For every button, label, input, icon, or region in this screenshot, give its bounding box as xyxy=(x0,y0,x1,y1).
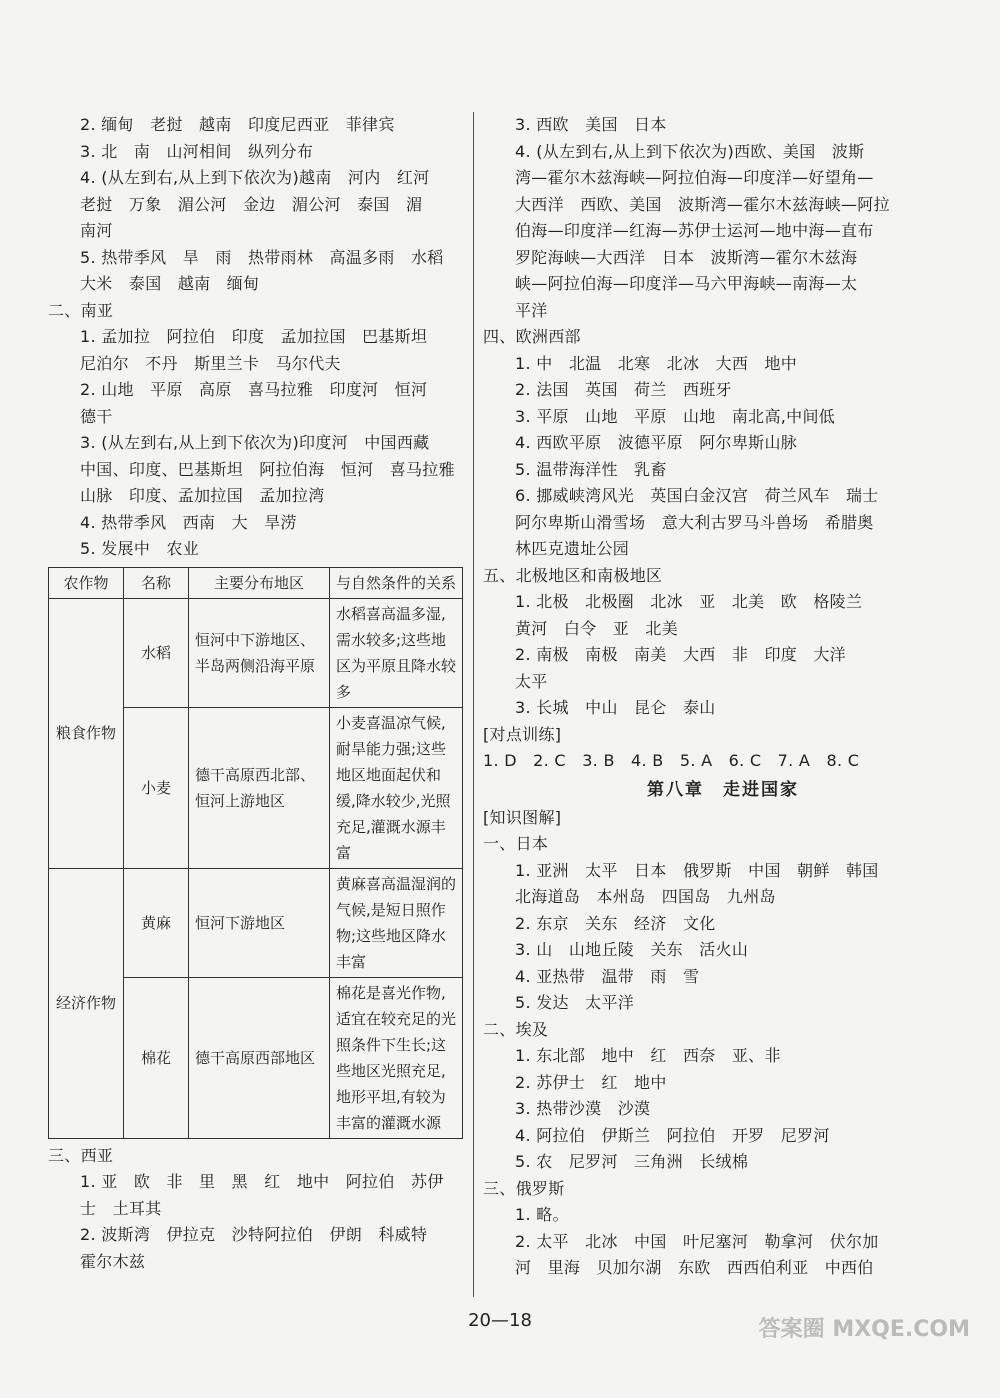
section-line: 五、北极地区和南极地区 xyxy=(483,565,663,585)
answer-line: 4. 西欧平原 波德平原 阿尔卑斯山脉 xyxy=(515,433,798,452)
answer-line: 1. 亚 欧 非 里 黑 红 地中 阿拉伯 苏伊 xyxy=(80,1172,444,1191)
group-label: 经济作物 xyxy=(49,868,124,1138)
section-line: 三、西亚 xyxy=(48,1145,114,1165)
answer-line: 5. 发展中 农业 xyxy=(80,539,200,558)
crops-table xyxy=(48,567,463,1139)
answer-line: 老挝 万象 湄公河 金边 湄公河 泰国 湄 xyxy=(80,194,423,214)
header-name: 名称 xyxy=(124,567,189,598)
answer-line: 5. 温带海洋性 乳畜 xyxy=(515,459,667,479)
answer-line: 5. 农 尼罗河 三角洲 长绒棉 xyxy=(515,1152,749,1171)
answer-line: 4. (从左到右,从上到下依次为)越南 河内 红河 xyxy=(80,168,430,187)
section-line: [知识图解] xyxy=(483,807,562,827)
answer-line: 2. 波斯湾 伊拉克 沙特阿拉伯 伊朗 科威特 xyxy=(80,1225,428,1244)
answer-line: 林匹克遗址公园 xyxy=(515,539,630,558)
section-line: [对点训练] xyxy=(483,724,562,744)
section-line: 一、日本 xyxy=(483,834,549,853)
header-relation: 与自然条件的关系 xyxy=(330,567,463,598)
answer-line: 2. 南极 南极 南美 大西 非 印度 大洋 xyxy=(515,645,846,664)
watermark-logo: 答案圈 MXQE.COM xyxy=(758,1317,970,1342)
answer-line: 1. 孟加拉 阿拉伯 印度 孟加拉国 巴基斯坦 xyxy=(80,327,428,346)
answer-line: 阿尔卑斯山滑雪场 意大利古罗马斗兽场 希腊奥 xyxy=(515,512,874,532)
answer-line: 德干 xyxy=(80,406,113,426)
crop-relation: 水稻喜高温多湿,需水较多;这些地区为平原且降水较多 xyxy=(330,598,463,707)
answer-line: 5. 热带季风 旱 雨 热带雨林 高温多雨 水稻 xyxy=(80,247,444,267)
crop-relation: 棉花是喜光作物,适宜在较充足的光照条件下生长;这些地区光照充足,地形平坦,有较为丰富的灌溉水源 xyxy=(330,977,463,1138)
page-number: 20—18 xyxy=(468,1310,532,1331)
answer-line: 1. 中 北温 北寒 北冰 大西 地中 xyxy=(515,353,798,373)
answer-line: 2. 东京 关东 经济 文化 xyxy=(515,913,716,933)
answer-line: 2. 苏伊士 红 地中 xyxy=(515,1072,667,1092)
answer-line: 1. 北极 北极圈 北冰 亚 北美 欧 格陵兰 xyxy=(515,592,863,611)
answer-line: 湾—霍尔木兹海峡—阿拉伯海—印度洋—好望角— xyxy=(515,168,874,187)
answer-line: 3. 山 山地丘陵 关东 活火山 xyxy=(515,940,749,959)
answer-line: 4. 热带季风 西南 大 旱涝 xyxy=(80,512,297,532)
header-area: 主要分布地区 xyxy=(189,567,330,598)
answer-line: 中国、印度、巴基斯坦 阿拉伯海 恒河 喜马拉雅 xyxy=(80,459,455,479)
answer-line: 4. 亚热带 温带 雨 雪 xyxy=(515,966,700,986)
answer-line: 4. (从左到右,从上到下依次为)西欧、美国 波斯 xyxy=(515,141,865,161)
answer-line: 峡—阿拉伯海—印度洋—马六甲海峡—南海—太 xyxy=(515,274,858,293)
crop-relation: 黄麻喜高温湿润的气候,是短日照作物;这些地区降水丰富 xyxy=(330,868,463,977)
chapter-title: 第八章 走进国家 xyxy=(647,779,799,800)
left-text-top xyxy=(48,112,468,563)
answer-line: 3. 长城 中山 昆仑 泰山 xyxy=(515,698,716,717)
table-row xyxy=(49,598,463,707)
answer-line: 3. 平原 山地 平原 山地 南北高,中间低 xyxy=(515,406,836,426)
group-label: 粮食作物 xyxy=(49,598,124,868)
crop-name: 小麦 xyxy=(124,707,189,868)
answer-line: 北海道岛 本州岛 四国岛 九州岛 xyxy=(515,887,776,906)
answer-line: 6. 挪威峡湾风光 英国白金汉宫 荷兰风车 瑞士 xyxy=(515,486,879,505)
answer-line: 4. 阿拉伯 伊斯兰 阿拉伯 开罗 尼罗河 xyxy=(515,1125,830,1145)
answer-line: 平洋 xyxy=(515,300,548,320)
answer-line: 大西洋 西欧、美国 波斯湾—霍尔木兹海峡—阿拉 xyxy=(515,194,890,214)
section-line: 三、俄罗斯 xyxy=(483,1178,565,1198)
answer-line: 士 土耳其 xyxy=(80,1198,162,1218)
header-crop: 农作物 xyxy=(49,567,124,598)
table-row xyxy=(49,868,463,977)
answer-line: 5. 发达 太平洋 xyxy=(515,993,635,1012)
crop-name: 水稻 xyxy=(124,598,189,707)
answer-line: 黄河 白令 亚 北美 xyxy=(515,618,679,638)
answer-line: 大米 泰国 越南 缅甸 xyxy=(80,274,260,293)
answer-line: 罗陀海峡—大西洋 日本 波斯湾—霍尔木兹海 xyxy=(515,247,858,267)
crop-area: 恒河下游地区 xyxy=(189,868,330,977)
answer-line: 尼泊尔 不丹 斯里兰卡 马尔代夫 xyxy=(80,353,341,373)
answer-line: 2. 太平 北冰 中国 叶尼塞河 勒拿河 伏尔加 xyxy=(515,1231,879,1251)
answer-line: 2. 法国 英国 荷兰 西班牙 xyxy=(515,380,732,399)
answer-line: 3. 热带沙漠 沙漠 xyxy=(515,1099,651,1118)
answer-line: 1. 东北部 地中 红 西奈 亚、非 xyxy=(515,1046,781,1065)
left-column xyxy=(48,112,468,1275)
crop-name: 棉花 xyxy=(124,977,189,1138)
answer-line: 3. 西欧 美国 日本 xyxy=(515,115,667,134)
crop-area: 德干高原西部地区 xyxy=(189,977,330,1138)
answer-line: 2. 缅甸 老挝 越南 印度尼西亚 菲律宾 xyxy=(80,115,395,134)
crop-relation: 小麦喜温凉气候,耐旱能力强;这些地区地面起伏和缓,降水较少,光照充足,灌溉水源丰富 xyxy=(330,707,463,868)
answer-line: 伯海—印度洋—红海—苏伊士运河—地中海—直布 xyxy=(515,221,874,240)
right-column xyxy=(483,112,923,1282)
crop-name: 黄麻 xyxy=(124,868,189,977)
crop-area: 德干高原西北部、恒河上游地区 xyxy=(189,707,330,868)
answer-line: 南河 xyxy=(80,221,113,240)
answer-line: 太平 xyxy=(515,671,548,691)
answer-line: 河 里海 贝加尔湖 东欧 西西伯利亚 中西伯 xyxy=(515,1258,874,1277)
table-header-row xyxy=(49,567,463,598)
section-line: 二、南亚 xyxy=(48,300,114,320)
answer-line: 3. (从左到右,从上到下依次为)印度河 中国西藏 xyxy=(80,433,430,452)
answer-line: 山脉 印度、孟加拉国 孟加拉湾 xyxy=(80,486,325,505)
left-text-bottom xyxy=(48,1143,468,1276)
answer-line: 1. 略。 xyxy=(515,1205,569,1224)
answer-line: 2. 山地 平原 高原 喜马拉雅 印度河 恒河 xyxy=(80,380,428,399)
answer-line: 3. 北 南 山河相间 纵列分布 xyxy=(80,141,314,161)
answer-line: 霍尔木兹 xyxy=(80,1251,146,1271)
crop-area: 恒河中下游地区、半岛两侧沿海平原 xyxy=(189,598,330,707)
answer-line: 1. 亚洲 太平 日本 俄罗斯 中国 朝鲜 韩国 xyxy=(515,860,879,880)
column-divider xyxy=(473,112,474,1297)
section-line: 1. D 2. C 3. B 4. B 5. A 6. C 7. A 8. C xyxy=(483,751,860,770)
section-line: 四、欧洲西部 xyxy=(483,327,581,346)
section-line: 二、埃及 xyxy=(483,1019,549,1039)
